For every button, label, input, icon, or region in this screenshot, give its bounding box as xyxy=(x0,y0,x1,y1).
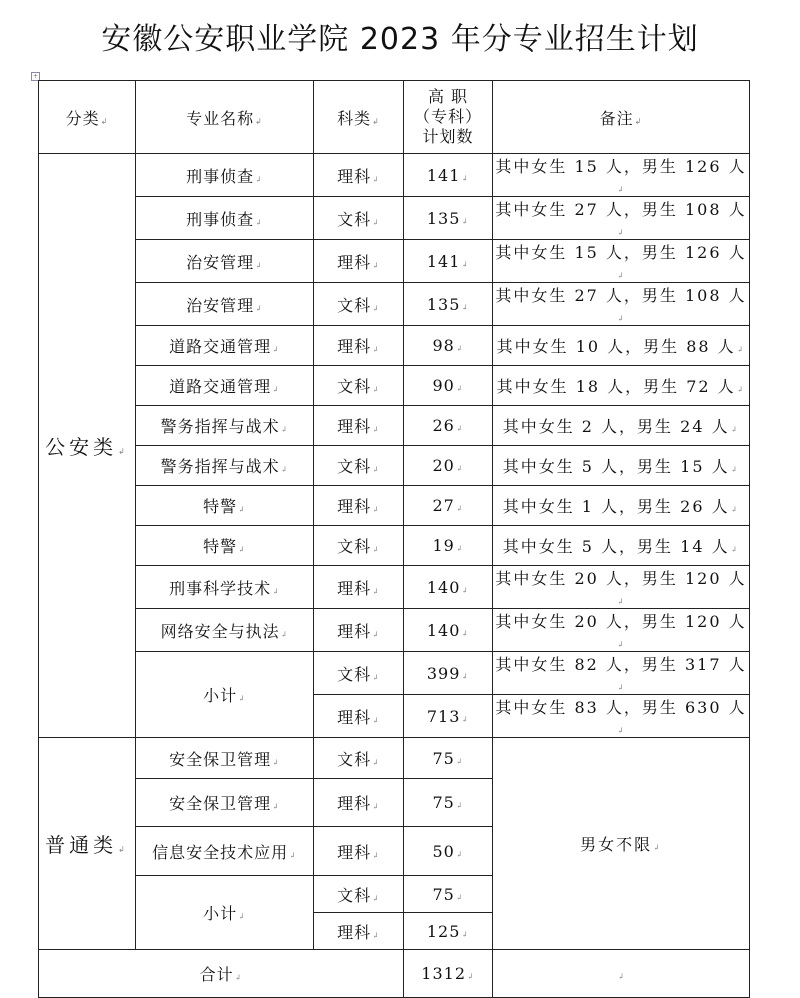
plan-count-text: 90 ↲ xyxy=(432,376,463,395)
total-label xyxy=(39,950,404,998)
remark xyxy=(493,154,750,197)
remark-text: 其中女生 15 人，男生 126 人 ↲ xyxy=(495,157,746,196)
major-name xyxy=(136,526,314,566)
total-count-text: 1312 ↲ xyxy=(421,964,474,983)
major-name xyxy=(136,738,314,779)
plan-count-text: 140 ↲ xyxy=(427,621,469,640)
subject-type-text: 文科 ↲ xyxy=(337,457,380,476)
total-label-text: 合计 ↲ xyxy=(200,965,243,984)
category-police-text: 公安类 ↲ xyxy=(45,435,129,459)
table-row xyxy=(39,486,750,526)
subject-type-text: 文科 ↲ xyxy=(337,537,380,556)
plan-count xyxy=(404,197,493,240)
major-name xyxy=(136,446,314,486)
subject-type-text: 理科 ↲ xyxy=(337,337,380,356)
major-name xyxy=(136,609,314,652)
subject-type xyxy=(314,486,404,526)
plan-count xyxy=(404,779,493,827)
remark-text: 其中女生 10 人，男生 88 人 ↲ xyxy=(497,337,746,356)
plan-count xyxy=(404,609,493,652)
subtotal-remark xyxy=(493,652,750,695)
major-name-text: 道路交通管理 ↲ xyxy=(169,377,280,396)
subject-type-text: 理科 ↲ xyxy=(337,497,380,516)
table-row xyxy=(39,566,750,609)
remark-text: 其中女生 27 人，男生 108 人 ↲ xyxy=(495,286,746,325)
page-title: 安徽公安职业学院 2023 年分专业招生计划 xyxy=(101,22,699,57)
subject-type xyxy=(314,566,404,609)
major-name-text: 刑事侦查 ↲ xyxy=(186,210,263,229)
table-row xyxy=(39,738,750,779)
plan-count-text: 140 ↲ xyxy=(427,578,469,597)
major-name-text: 网络安全与执法 ↲ xyxy=(161,622,289,641)
table-row xyxy=(39,652,750,695)
subtotal-remark xyxy=(493,695,750,738)
table-move-handle-icon[interactable]: + xyxy=(32,73,39,80)
subtotal-subject-text: 文科 ↲ xyxy=(337,665,380,684)
header-major: 专业名称 ↲ xyxy=(136,81,314,154)
general-remark-text: 男女不限 ↲ xyxy=(580,835,662,854)
subtotal-subject-text: 理科 ↲ xyxy=(337,923,380,942)
subject-type xyxy=(314,326,404,366)
major-name-text: 警务指挥与战术 ↲ xyxy=(161,457,289,476)
category-general-text: 普通类 ↲ xyxy=(45,833,129,857)
major-name-text: 特警 ↲ xyxy=(203,537,246,556)
subtotal-remark-text: 其中女生 83 人，男生 630 人 ↲ xyxy=(495,698,746,737)
major-name xyxy=(136,779,314,827)
total-count xyxy=(404,950,493,998)
subject-type-text: 文科 ↲ xyxy=(337,210,380,229)
table-row xyxy=(39,154,750,197)
table-row xyxy=(39,197,750,240)
plan-count xyxy=(404,406,493,446)
header-quota-line3: 计划数 xyxy=(422,127,474,146)
general-remark xyxy=(493,738,750,950)
major-name xyxy=(136,197,314,240)
subject-type-text: 理科 ↲ xyxy=(337,417,380,436)
header-quota-line1: 高 职 xyxy=(427,87,469,106)
subtotal-subject xyxy=(314,876,404,913)
subject-type-text: 理科 ↲ xyxy=(337,843,380,862)
plan-count-text: 98 ↲ xyxy=(432,336,463,355)
major-name xyxy=(136,827,314,876)
table-row xyxy=(39,283,750,326)
remark xyxy=(493,446,750,486)
plan-count-text: 19 ↲ xyxy=(432,536,463,555)
header-subject: 科类 ↲ xyxy=(314,81,404,154)
subtotal-subject-text: 文科 ↲ xyxy=(337,886,380,905)
remark-text: 其中女生 15 人，男生 126 人 ↲ xyxy=(495,243,746,282)
subtotal-count xyxy=(404,695,493,738)
subtotal-count xyxy=(404,876,493,913)
major-name xyxy=(136,406,314,446)
major-name-text: 治安管理 ↲ xyxy=(186,296,263,315)
subject-type-text: 理科 ↲ xyxy=(337,622,380,641)
subject-type xyxy=(314,446,404,486)
subtotal-count-text: 399 ↲ xyxy=(427,664,469,683)
major-name-text: 刑事侦查 ↲ xyxy=(186,167,263,186)
table-row xyxy=(39,609,750,652)
header-category: 分类 ↲ xyxy=(39,81,136,154)
remark-text: 其中女生 2 人，男生 24 人 ↲ xyxy=(503,417,740,436)
major-name xyxy=(136,366,314,406)
table-row xyxy=(39,446,750,486)
plan-count xyxy=(404,738,493,779)
remark xyxy=(493,240,750,283)
table-row xyxy=(39,406,750,446)
plan-count xyxy=(404,283,493,326)
subtotal-subject xyxy=(314,652,404,695)
enrollment-plan-table xyxy=(38,80,750,998)
subtotal-count xyxy=(404,913,493,950)
plan-count xyxy=(404,240,493,283)
remark xyxy=(493,486,750,526)
plan-count-text: 27 ↲ xyxy=(432,496,463,515)
remark-text: 其中女生 5 人，男生 15 人 ↲ xyxy=(503,457,740,476)
subject-type xyxy=(314,779,404,827)
major-name-text: 信息安全技术应用 ↲ xyxy=(152,843,297,862)
subtotal-label xyxy=(136,652,314,738)
plan-count xyxy=(404,446,493,486)
major-name xyxy=(136,486,314,526)
remark xyxy=(493,283,750,326)
remark-text: 其中女生 20 人，男生 120 人 ↲ xyxy=(495,569,746,608)
plan-count-text: 135 ↲ xyxy=(427,295,469,314)
subject-type-text: 理科 ↲ xyxy=(337,579,380,598)
major-name xyxy=(136,566,314,609)
plan-count xyxy=(404,366,493,406)
category-police xyxy=(39,154,136,738)
header-row xyxy=(39,81,750,154)
remark xyxy=(493,526,750,566)
subject-type xyxy=(314,526,404,566)
remark xyxy=(493,566,750,609)
plan-count xyxy=(404,486,493,526)
major-name-text: 安全保卫管理 ↲ xyxy=(169,794,280,813)
subtotal-subject xyxy=(314,695,404,738)
plan-count xyxy=(404,326,493,366)
remark-text: 其中女生 20 人，男生 120 人 ↲ xyxy=(495,612,746,651)
remark xyxy=(493,406,750,446)
plan-count xyxy=(404,827,493,876)
plan-count-text: 141 ↲ xyxy=(427,252,469,271)
subject-type xyxy=(314,366,404,406)
subject-type-text: 理科 ↲ xyxy=(337,253,380,272)
total-remark xyxy=(493,950,750,998)
major-name-text: 特警 ↲ xyxy=(203,497,246,516)
subject-type xyxy=(314,609,404,652)
header-quota-line2: （专科） xyxy=(413,107,482,126)
subtotal-remark-text: 其中女生 82 人，男生 317 人 ↲ xyxy=(495,655,746,694)
plan-count-text: 141 ↲ xyxy=(427,166,469,185)
plan-count xyxy=(404,566,493,609)
subtotal-count-text: 75 ↲ xyxy=(432,885,463,904)
table-row xyxy=(39,366,750,406)
remark xyxy=(493,326,750,366)
remark-text: 其中女生 1 人，男生 26 人 ↲ xyxy=(503,497,740,516)
subject-type-text: 文科 ↲ xyxy=(337,296,380,315)
major-name-text: 警务指挥与战术 ↲ xyxy=(161,417,289,436)
subtotal-label xyxy=(136,876,314,950)
subtotal-subject xyxy=(314,913,404,950)
plan-count-text: 20 ↲ xyxy=(432,456,463,475)
table-row xyxy=(39,950,750,998)
remark-text: 其中女生 5 人，男生 14 人 ↲ xyxy=(503,537,740,556)
plan-count-text: 26 ↲ xyxy=(432,416,463,435)
subject-type-text: 文科 ↲ xyxy=(337,377,380,396)
remark xyxy=(493,609,750,652)
plan-count-text: 75 ↲ xyxy=(432,793,463,812)
header-quota xyxy=(404,81,493,154)
major-name xyxy=(136,154,314,197)
plan-count xyxy=(404,526,493,566)
subject-type xyxy=(314,738,404,779)
subtotal-label-text: 小计 ↲ xyxy=(203,904,246,923)
subject-type xyxy=(314,406,404,446)
header-remark: 备注 ↲ xyxy=(493,81,750,154)
major-name-text: 道路交通管理 ↲ xyxy=(169,337,280,356)
subject-type xyxy=(314,827,404,876)
plan-count-text: 135 ↲ xyxy=(427,209,469,228)
subtotal-count xyxy=(404,652,493,695)
remark-text: 其中女生 18 人，男生 72 人 ↲ xyxy=(497,377,746,396)
subtotal-count-text: 125 ↲ xyxy=(427,922,469,941)
subtotal-count-text: 713 ↲ xyxy=(427,707,469,726)
plan-count-text: 50 ↲ xyxy=(432,842,463,861)
major-name xyxy=(136,326,314,366)
major-name-text: 治安管理 ↲ xyxy=(186,253,263,272)
subtotal-label-text: 小计 ↲ xyxy=(203,686,246,705)
table-row xyxy=(39,526,750,566)
subject-type-text: 理科 ↲ xyxy=(337,167,380,186)
subtotal-subject-text: 理科 ↲ xyxy=(337,708,380,727)
major-name-text: 刑事科学技术 ↲ xyxy=(169,579,280,598)
table-row xyxy=(39,240,750,283)
remark xyxy=(493,366,750,406)
subject-type xyxy=(314,240,404,283)
subject-type-text: 文科 ↲ xyxy=(337,750,380,769)
subject-type-text: 理科 ↲ xyxy=(337,794,380,813)
remark-text: 其中女生 27 人，男生 108 人 ↲ xyxy=(495,200,746,239)
plan-count-text: 75 ↲ xyxy=(432,749,463,768)
subject-type xyxy=(314,283,404,326)
major-name xyxy=(136,240,314,283)
category-general xyxy=(39,738,136,950)
major-name xyxy=(136,283,314,326)
remark xyxy=(493,197,750,240)
subject-type xyxy=(314,197,404,240)
table-row xyxy=(39,326,750,366)
subject-type xyxy=(314,154,404,197)
major-name-text: 安全保卫管理 ↲ xyxy=(169,750,280,769)
plan-count xyxy=(404,154,493,197)
